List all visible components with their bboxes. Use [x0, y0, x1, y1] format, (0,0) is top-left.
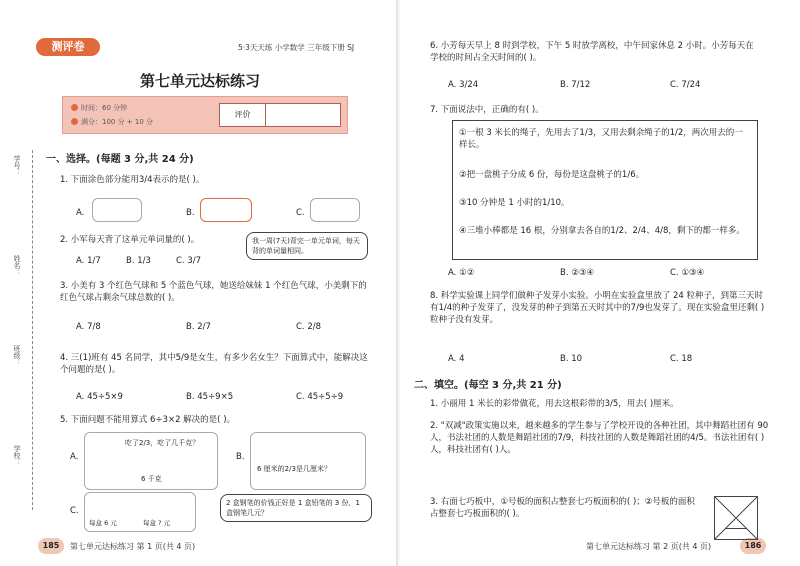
q4-option-a[interactable]: A. 45÷5×9	[76, 392, 123, 402]
q6-option-c[interactable]: C. 7/24	[670, 80, 701, 90]
q2-option-b[interactable]: B. 1/3	[126, 256, 151, 266]
q1-option-c[interactable]: C.	[296, 208, 305, 218]
name-label: 姓名：	[13, 255, 21, 276]
question-1: 1. 下面涂色部分能用3/4表示的是( )。	[60, 175, 205, 185]
page-number-right: 186	[740, 538, 766, 554]
info-box	[62, 96, 348, 134]
q7-option-b[interactable]: B. ②③④	[560, 268, 595, 278]
q8-option-a[interactable]: A. 4	[448, 354, 465, 364]
q5-b-text: 6 厘米的2/3是几厘米？	[257, 465, 331, 473]
section-2-heading: 二、填空。(每空 3 分,共 21 分)	[414, 380, 562, 391]
q5-a-text: 吃了2/3，吃了几千克？	[125, 439, 200, 447]
footer-left: 第七单元达标练习 第 1 页(共 4 页)	[70, 542, 196, 551]
page-title: 第七单元达标练习	[139, 72, 260, 90]
q7-item-4: ④三堆小棒都是 16 根，分别拿去各自的1/2、2/4、4/8，剩下的都一样多。	[459, 226, 745, 236]
fill-1: 1. 小丽用 1 米长的彩带做花，用去这根彩带的3/5，用去( )厘米。	[430, 399, 679, 409]
series-label: 5·3天天练 小学数学 三年级下册 SJ	[238, 43, 355, 52]
class-label: 班级：	[13, 345, 21, 366]
grade-box[interactable]	[219, 103, 341, 127]
q2-speech-bubble: 我一周(7天)背完一单元单词，每天背的单词量相同。	[246, 232, 368, 260]
question-3: 3. 小美有 3 个红色气球和 5 个蓝色气球，她送给妹妹 1 个红色气球，小美剩下的红色气球占剩余气球总数的( )。	[60, 281, 367, 303]
tangram-svg	[715, 497, 757, 539]
q8-option-b[interactable]: B. 10	[560, 354, 583, 364]
q5-c-label1: 每盒 6 元	[89, 519, 117, 527]
fraction-figure-b	[200, 198, 252, 222]
q3-option-b[interactable]: B. 2/7	[186, 322, 211, 332]
question-4: 4. 三(1)班有 45 名同学，其中5/9是女生，有多少名女生？下面算式中，能解决这个问题的是( )。	[60, 353, 368, 375]
school-label: 学校：	[13, 445, 21, 466]
q7-option-a[interactable]: A. ①②	[448, 268, 475, 278]
q6-option-a[interactable]: A. 3/24	[448, 80, 479, 90]
footer-right: 第七单元达标练习 第 2 页(共 4 页)	[586, 542, 712, 551]
q1-option-a[interactable]: A.	[76, 208, 85, 218]
q5-option-a[interactable]: A.	[70, 452, 79, 462]
q7-item-3: ③10 分钟是 1 小时的1/10。	[459, 198, 570, 208]
q5-option-c[interactable]: C.	[70, 506, 79, 516]
q5-a-label: 6 千克	[141, 475, 162, 483]
question-2: 2. 小军每天背了这单元单词量的( )。	[60, 235, 200, 245]
fill-3: 3. 右面七巧板中，①号板的面积占整套七巧板面积的( )；②号板的面积占整套七巧板面积的( )。	[430, 497, 695, 519]
q8-option-c[interactable]: C. 18	[670, 354, 693, 364]
q5-c-label2: 每盒 ? 元	[143, 519, 171, 527]
q7-item-2: ②把一盘桃子分成 6 份，每份是这盘桃子的1/6。	[459, 170, 645, 180]
student-id-label: 学号：	[13, 155, 21, 176]
q4-option-b[interactable]: B. 45÷9×5	[186, 392, 234, 402]
fraction-figure-c	[310, 198, 360, 222]
q2-option-c[interactable]: C. 3/7	[176, 256, 202, 266]
full-score: 满分：100 分 + 10 分	[81, 118, 154, 126]
q4-option-c[interactable]: C. 45÷5÷9	[296, 392, 344, 402]
question-6: 6. 小芳每天早上 8 时到学校，下午 5 时放学离校，中午回家休息 2 小时。小芳每天在学校的时间占全天时间的( )。	[430, 41, 754, 63]
tangram-figure	[714, 496, 758, 540]
test-tag: 测评卷	[36, 38, 100, 56]
section-1-heading: 一、选择。(每题 3 分,共 24 分)	[46, 154, 194, 165]
fraction-figure-a	[92, 198, 142, 222]
q5-c-bubble: 2 盒钢笔的价钱正好是 1 盒铅笔的 3 份，1 盒钢笔几元？	[220, 494, 372, 522]
q5-figure-c	[84, 492, 196, 532]
right-page	[400, 0, 800, 566]
question-7: 7. 下面说法中，正确的有( )。	[430, 105, 544, 115]
binding-line	[32, 150, 33, 510]
q2-option-a[interactable]: A. 1/7	[76, 256, 101, 266]
q5-figure-a	[84, 432, 218, 490]
q6-option-b[interactable]: B. 7/12	[560, 80, 591, 90]
q7-item-1: ①一根 3 米长的绳子，先用去了1/3，又用去剩余绳子的1/2，两次用去的一样长。	[459, 128, 743, 150]
q5-option-b[interactable]: B.	[236, 452, 245, 462]
q3-option-c[interactable]: C. 2/8	[296, 322, 322, 332]
q7-statement-box	[452, 120, 758, 260]
grade-label: 评价	[220, 104, 266, 126]
score-icon	[71, 118, 78, 125]
q5-figure-b	[250, 432, 366, 490]
q3-option-a[interactable]: A. 7/8	[76, 322, 101, 332]
page-number-left: 185	[38, 538, 64, 554]
question-5: 5. 下面问题不能用算式 6÷3×2 解决的是( )。	[60, 415, 236, 425]
question-8: 8. 科学实验课上同学们做种子发芽小实验。小明在实验盒里放了 24 粒种子，到第三天时有1/4的种子发芽了，没发芽的种子到第五天时其中的7/9也发芽了。现在实验盒里还剩( )粒种子没有发芽。	[430, 291, 765, 325]
fill-2: 2. "双减"政策实施以来，越来越多的学生参与了学校开设的各种社团，其中舞蹈社团有 90 人，书法社团的人数是舞蹈社团的7/9，科技社团的人数是舞蹈社团的4/5。书法社团有( )人，科技社团有( )人。	[430, 421, 769, 455]
q1-option-b[interactable]: B.	[186, 208, 195, 218]
q7-option-c[interactable]: C. ①③④	[670, 268, 705, 278]
clock-icon	[71, 104, 78, 111]
time-limit: 时间：60 分钟	[81, 104, 128, 112]
